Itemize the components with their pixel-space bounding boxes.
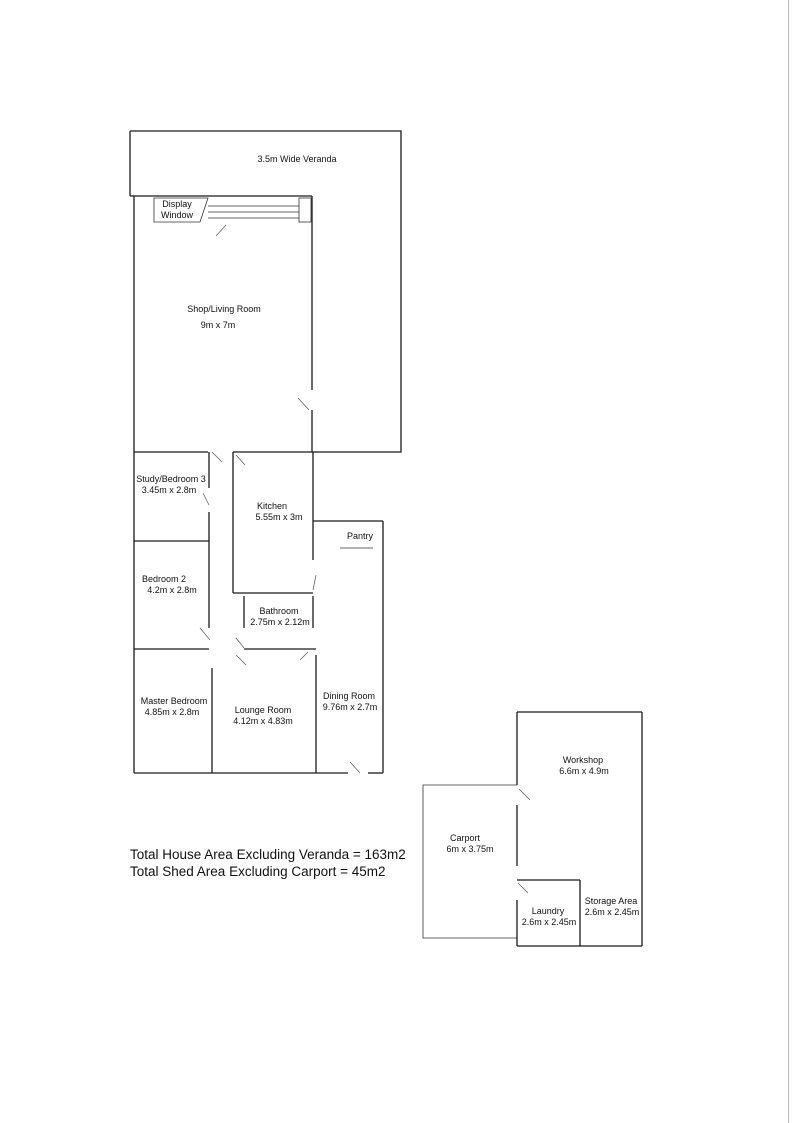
total-shed-area: Total Shed Area Excluding Carport = 45m2 [130,864,386,879]
workshop-size: 6.6m x 4.9m [559,766,609,776]
bedroom2-size: 4.2m x 2.8m [147,585,197,595]
bathroom-size: 2.75m x 2.12m [250,617,310,627]
door-swing-study-side [203,493,209,505]
dining-name: Dining Room [322,691,376,701]
display-window-label-2: Window [160,210,194,220]
kitchen-size: 5.55m x 3m [255,512,303,522]
door-swing-lounge [300,652,308,660]
master-name: Master Bedroom [140,696,208,706]
veranda-outline [130,131,401,452]
display-window-label-1: Display [162,199,192,209]
carport-size: 6m x 3.75m [446,844,494,854]
door-swing-shop-right [298,398,309,410]
shop-living-name: Shop/Living Room [187,304,261,314]
door-swing-dining [350,762,360,773]
dining-size: 9.76m x 2.7m [322,702,378,712]
door-swing-bedroom2 [200,628,210,640]
carport-outline [423,785,517,938]
door-swing-study [212,452,222,462]
total-house-area: Total House Area Excluding Veranda = 163m2 [130,847,406,862]
door-swing-kitchen-dining [313,575,316,590]
door-swing-kitchen [236,455,245,465]
study-name: Study/Bedroom 3 [136,474,206,484]
lounge-name: Lounge Room [234,705,292,715]
door-swing-laundry [518,883,528,893]
master-size: 4.85m x 2.8m [144,707,200,717]
storage-name: Storage Area [584,896,638,906]
kitchen-name: Kitchen [256,501,288,511]
page-edge-line [788,0,789,1123]
study-size: 3.45m x 2.8m [141,485,197,495]
laundry-name: Laundry [531,906,565,916]
laundry-size: 2.6m x 2.45m [521,917,577,927]
window-post [299,198,311,222]
bathroom-name: Bathroom [259,606,299,616]
shop-living-size: 9m x 7m [200,320,236,330]
bedroom2-name: Bedroom 2 [141,574,187,584]
door-swing-master [236,655,246,665]
storage-size: 2.6m x 2.45m [584,907,640,917]
carport-name: Carport [449,833,481,843]
door-swing-shop-top [216,225,226,236]
door-swing-workshop [519,789,530,800]
door-swing-bathroom [236,638,244,648]
pantry-label: Pantry [346,531,374,541]
workshop-name: Workshop [562,755,604,765]
lounge-size: 4.12m x 4.83m [233,716,293,726]
veranda-label: 3.5m Wide Veranda [257,154,337,164]
